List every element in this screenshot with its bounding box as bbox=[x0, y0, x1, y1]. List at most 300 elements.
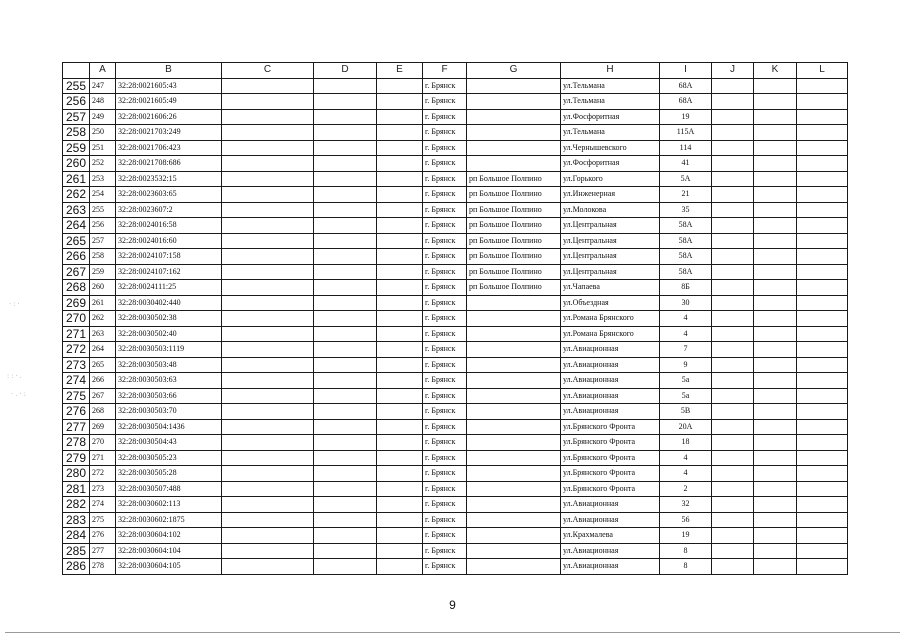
cell-i[interactable]: 5А bbox=[660, 171, 712, 187]
cell-l[interactable] bbox=[797, 481, 848, 497]
cell-f[interactable]: г. Брянск bbox=[423, 435, 467, 451]
cell-c[interactable] bbox=[222, 187, 314, 203]
cell-j[interactable] bbox=[712, 233, 754, 249]
cell-k[interactable] bbox=[754, 156, 797, 172]
column-header-l[interactable]: L bbox=[797, 63, 848, 79]
cell-l[interactable] bbox=[797, 543, 848, 559]
cell-i[interactable]: 32 bbox=[660, 497, 712, 513]
cell-k[interactable] bbox=[754, 559, 797, 575]
cell-i[interactable]: 21 bbox=[660, 187, 712, 203]
cell-g[interactable] bbox=[467, 543, 561, 559]
cell-d[interactable] bbox=[314, 233, 377, 249]
cell-f[interactable]: г. Брянск bbox=[423, 497, 467, 513]
cell-b[interactable]: 32:28:0030505:28 bbox=[116, 466, 222, 482]
cell-c[interactable] bbox=[222, 280, 314, 296]
cell-k[interactable] bbox=[754, 311, 797, 327]
cell-j[interactable] bbox=[712, 94, 754, 110]
column-header-g[interactable]: G bbox=[467, 63, 561, 79]
cell-k[interactable] bbox=[754, 187, 797, 203]
row-number[interactable]: 258 bbox=[63, 125, 90, 141]
cell-g[interactable]: рп Большое Полпино bbox=[467, 187, 561, 203]
cell-b[interactable]: 32:28:0030504:43 bbox=[116, 435, 222, 451]
cell-b[interactable]: 32:28:0030602:1875 bbox=[116, 512, 222, 528]
cell-l[interactable] bbox=[797, 342, 848, 358]
cell-h[interactable]: ул.Горького bbox=[561, 171, 660, 187]
row-number[interactable]: 282 bbox=[63, 497, 90, 513]
cell-g[interactable] bbox=[467, 497, 561, 513]
cell-g[interactable]: рп Большое Полпино bbox=[467, 233, 561, 249]
cell-j[interactable] bbox=[712, 187, 754, 203]
cell-l[interactable] bbox=[797, 512, 848, 528]
cell-j[interactable] bbox=[712, 218, 754, 234]
cell-g[interactable] bbox=[467, 109, 561, 125]
cell-j[interactable] bbox=[712, 450, 754, 466]
cell-f[interactable]: г. Брянск bbox=[423, 171, 467, 187]
cell-b[interactable]: 32:28:0030507:488 bbox=[116, 481, 222, 497]
cell-g[interactable]: рп Большое Полпино bbox=[467, 249, 561, 265]
cell-e[interactable] bbox=[377, 528, 423, 544]
cell-h[interactable]: ул.Центральная bbox=[561, 233, 660, 249]
cell-j[interactable] bbox=[712, 419, 754, 435]
cell-k[interactable] bbox=[754, 373, 797, 389]
cell-k[interactable] bbox=[754, 357, 797, 373]
row-number[interactable]: 266 bbox=[63, 249, 90, 265]
cell-l[interactable] bbox=[797, 326, 848, 342]
row-number[interactable]: 280 bbox=[63, 466, 90, 482]
cell-l[interactable] bbox=[797, 125, 848, 141]
cell-e[interactable] bbox=[377, 450, 423, 466]
cell-f[interactable]: г. Брянск bbox=[423, 373, 467, 389]
cell-l[interactable] bbox=[797, 78, 848, 94]
cell-h[interactable]: ул.Тельмана bbox=[561, 125, 660, 141]
cell-d[interactable] bbox=[314, 466, 377, 482]
cell-k[interactable] bbox=[754, 512, 797, 528]
cell-f[interactable]: г. Брянск bbox=[423, 404, 467, 420]
cell-b[interactable]: 32:28:0030604:105 bbox=[116, 559, 222, 575]
cell-c[interactable] bbox=[222, 264, 314, 280]
cell-h[interactable]: ул.Молокова bbox=[561, 202, 660, 218]
cell-c[interactable] bbox=[222, 419, 314, 435]
cell-j[interactable] bbox=[712, 78, 754, 94]
cell-l[interactable] bbox=[797, 109, 848, 125]
cell-h[interactable]: ул.Фосфоритная bbox=[561, 109, 660, 125]
cell-k[interactable] bbox=[754, 543, 797, 559]
cell-g[interactable]: рп Большое Полпино bbox=[467, 218, 561, 234]
row-number[interactable]: 271 bbox=[63, 326, 90, 342]
cell-i[interactable]: 7 bbox=[660, 342, 712, 358]
cell-b[interactable]: 32:28:0021605:43 bbox=[116, 78, 222, 94]
cell-k[interactable] bbox=[754, 125, 797, 141]
cell-g[interactable] bbox=[467, 342, 561, 358]
row-number[interactable]: 259 bbox=[63, 140, 90, 156]
cell-i[interactable]: 41 bbox=[660, 156, 712, 172]
cell-k[interactable] bbox=[754, 435, 797, 451]
column-header-i[interactable]: I bbox=[660, 63, 712, 79]
cell-f[interactable]: г. Брянск bbox=[423, 388, 467, 404]
cell-c[interactable] bbox=[222, 512, 314, 528]
cell-c[interactable] bbox=[222, 481, 314, 497]
row-number[interactable]: 268 bbox=[63, 280, 90, 296]
cell-c[interactable] bbox=[222, 528, 314, 544]
cell-g[interactable] bbox=[467, 357, 561, 373]
cell-f[interactable]: г. Брянск bbox=[423, 342, 467, 358]
cell-h[interactable]: ул.Инженерная bbox=[561, 187, 660, 203]
cell-c[interactable] bbox=[222, 156, 314, 172]
cell-c[interactable] bbox=[222, 295, 314, 311]
cell-e[interactable] bbox=[377, 404, 423, 420]
cell-i[interactable]: 58А bbox=[660, 249, 712, 265]
cell-i[interactable]: 2 bbox=[660, 481, 712, 497]
cell-i[interactable]: 18 bbox=[660, 435, 712, 451]
cell-b[interactable]: 32:28:0030503:1119 bbox=[116, 342, 222, 358]
cell-d[interactable] bbox=[314, 140, 377, 156]
cell-a[interactable]: 271 bbox=[90, 450, 116, 466]
cell-a[interactable]: 274 bbox=[90, 497, 116, 513]
column-header-c[interactable]: C bbox=[222, 63, 314, 79]
cell-h[interactable]: ул.Брянского Фронта bbox=[561, 481, 660, 497]
cell-h[interactable]: ул.Чапаева bbox=[561, 280, 660, 296]
cell-g[interactable] bbox=[467, 326, 561, 342]
cell-j[interactable] bbox=[712, 171, 754, 187]
cell-d[interactable] bbox=[314, 249, 377, 265]
cell-b[interactable]: 32:28:0024016:60 bbox=[116, 233, 222, 249]
cell-i[interactable]: 58А bbox=[660, 218, 712, 234]
cell-d[interactable] bbox=[314, 435, 377, 451]
column-header-f[interactable]: F bbox=[423, 63, 467, 79]
cell-i[interactable]: 58А bbox=[660, 233, 712, 249]
cell-g[interactable] bbox=[467, 435, 561, 451]
row-number[interactable]: 278 bbox=[63, 435, 90, 451]
cell-a[interactable]: 270 bbox=[90, 435, 116, 451]
row-number[interactable]: 255 bbox=[63, 78, 90, 94]
cell-e[interactable] bbox=[377, 559, 423, 575]
cell-a[interactable]: 263 bbox=[90, 326, 116, 342]
row-number[interactable]: 274 bbox=[63, 373, 90, 389]
cell-f[interactable]: г. Брянск bbox=[423, 357, 467, 373]
cell-j[interactable] bbox=[712, 342, 754, 358]
row-number[interactable]: 267 bbox=[63, 264, 90, 280]
row-number[interactable]: 285 bbox=[63, 543, 90, 559]
row-number[interactable]: 269 bbox=[63, 295, 90, 311]
cell-b[interactable]: 32:28:0030502:38 bbox=[116, 311, 222, 327]
cell-f[interactable]: г. Брянск bbox=[423, 512, 467, 528]
cell-f[interactable]: г. Брянск bbox=[423, 326, 467, 342]
cell-g[interactable] bbox=[467, 94, 561, 110]
cell-l[interactable] bbox=[797, 357, 848, 373]
cell-e[interactable] bbox=[377, 171, 423, 187]
cell-i[interactable]: 8 bbox=[660, 559, 712, 575]
cell-h[interactable]: ул.Авиационная bbox=[561, 357, 660, 373]
cell-c[interactable] bbox=[222, 559, 314, 575]
cell-f[interactable]: г. Брянск bbox=[423, 528, 467, 544]
cell-c[interactable] bbox=[222, 450, 314, 466]
cell-f[interactable]: г. Брянск bbox=[423, 218, 467, 234]
cell-i[interactable]: 5В bbox=[660, 404, 712, 420]
cell-e[interactable] bbox=[377, 435, 423, 451]
cell-b[interactable]: 32:28:0023607:2 bbox=[116, 202, 222, 218]
cell-k[interactable] bbox=[754, 94, 797, 110]
cell-l[interactable] bbox=[797, 140, 848, 156]
cell-d[interactable] bbox=[314, 280, 377, 296]
cell-h[interactable]: ул.Авиационная bbox=[561, 497, 660, 513]
cell-i[interactable]: 30 bbox=[660, 295, 712, 311]
cell-b[interactable]: 32:28:0021706:423 bbox=[116, 140, 222, 156]
cell-h[interactable]: ул.Центральная bbox=[561, 264, 660, 280]
cell-c[interactable] bbox=[222, 125, 314, 141]
cell-a[interactable]: 255 bbox=[90, 202, 116, 218]
cell-g[interactable] bbox=[467, 419, 561, 435]
cell-i[interactable]: 35 bbox=[660, 202, 712, 218]
cell-g[interactable] bbox=[467, 78, 561, 94]
cell-a[interactable]: 264 bbox=[90, 342, 116, 358]
cell-k[interactable] bbox=[754, 249, 797, 265]
cell-j[interactable] bbox=[712, 481, 754, 497]
cell-g[interactable] bbox=[467, 404, 561, 420]
cell-i[interactable]: 4 bbox=[660, 450, 712, 466]
cell-d[interactable] bbox=[314, 342, 377, 358]
cell-d[interactable] bbox=[314, 419, 377, 435]
cell-d[interactable] bbox=[314, 481, 377, 497]
cell-i[interactable]: 19 bbox=[660, 528, 712, 544]
cell-d[interactable] bbox=[314, 404, 377, 420]
cell-c[interactable] bbox=[222, 326, 314, 342]
cell-e[interactable] bbox=[377, 512, 423, 528]
cell-e[interactable] bbox=[377, 311, 423, 327]
cell-h[interactable]: ул.Брянского Фронта bbox=[561, 419, 660, 435]
cell-f[interactable]: г. Брянск bbox=[423, 466, 467, 482]
cell-b[interactable]: 32:28:0030402:440 bbox=[116, 295, 222, 311]
cell-i[interactable]: 5а bbox=[660, 388, 712, 404]
cell-i[interactable]: 58А bbox=[660, 264, 712, 280]
cell-a[interactable]: 277 bbox=[90, 543, 116, 559]
cell-d[interactable] bbox=[314, 543, 377, 559]
cell-g[interactable] bbox=[467, 156, 561, 172]
cell-j[interactable] bbox=[712, 125, 754, 141]
cell-a[interactable]: 248 bbox=[90, 94, 116, 110]
column-header-a[interactable]: A bbox=[90, 63, 116, 79]
cell-k[interactable] bbox=[754, 481, 797, 497]
cell-e[interactable] bbox=[377, 218, 423, 234]
cell-a[interactable]: 262 bbox=[90, 311, 116, 327]
cell-j[interactable] bbox=[712, 156, 754, 172]
cell-h[interactable]: ул.Объездная bbox=[561, 295, 660, 311]
cell-h[interactable]: ул.Центральная bbox=[561, 218, 660, 234]
cell-j[interactable] bbox=[712, 388, 754, 404]
cell-k[interactable] bbox=[754, 140, 797, 156]
cell-f[interactable]: г. Брянск bbox=[423, 450, 467, 466]
cell-a[interactable]: 268 bbox=[90, 404, 116, 420]
cell-i[interactable]: 9 bbox=[660, 357, 712, 373]
cell-d[interactable] bbox=[314, 218, 377, 234]
cell-a[interactable]: 261 bbox=[90, 295, 116, 311]
cell-b[interactable]: 32:28:0024107:162 bbox=[116, 264, 222, 280]
cell-l[interactable] bbox=[797, 497, 848, 513]
cell-h[interactable]: ул.Чернышевского bbox=[561, 140, 660, 156]
cell-g[interactable] bbox=[467, 295, 561, 311]
cell-j[interactable] bbox=[712, 249, 754, 265]
cell-l[interactable] bbox=[797, 218, 848, 234]
cell-a[interactable]: 256 bbox=[90, 218, 116, 234]
cell-j[interactable] bbox=[712, 559, 754, 575]
cell-i[interactable]: 5а bbox=[660, 373, 712, 389]
cell-b[interactable]: 32:28:0030504:1436 bbox=[116, 419, 222, 435]
cell-c[interactable] bbox=[222, 109, 314, 125]
cell-l[interactable] bbox=[797, 187, 848, 203]
cell-c[interactable] bbox=[222, 140, 314, 156]
cell-h[interactable]: ул.Фосфоритная bbox=[561, 156, 660, 172]
cell-c[interactable] bbox=[222, 357, 314, 373]
cell-k[interactable] bbox=[754, 171, 797, 187]
cell-k[interactable] bbox=[754, 388, 797, 404]
cell-g[interactable] bbox=[467, 481, 561, 497]
cell-b[interactable]: 32:28:0030503:63 bbox=[116, 373, 222, 389]
cell-e[interactable] bbox=[377, 264, 423, 280]
cell-i[interactable]: 115А bbox=[660, 125, 712, 141]
cell-d[interactable] bbox=[314, 357, 377, 373]
cell-l[interactable] bbox=[797, 404, 848, 420]
cell-h[interactable]: ул.Тельмана bbox=[561, 78, 660, 94]
cell-e[interactable] bbox=[377, 187, 423, 203]
cell-g[interactable] bbox=[467, 559, 561, 575]
cell-b[interactable]: 32:28:0030502:40 bbox=[116, 326, 222, 342]
cell-d[interactable] bbox=[314, 125, 377, 141]
cell-e[interactable] bbox=[377, 295, 423, 311]
cell-k[interactable] bbox=[754, 295, 797, 311]
column-header-d[interactable]: D bbox=[314, 63, 377, 79]
cell-k[interactable] bbox=[754, 109, 797, 125]
row-number[interactable]: 273 bbox=[63, 357, 90, 373]
row-number[interactable]: 286 bbox=[63, 559, 90, 575]
cell-d[interactable] bbox=[314, 497, 377, 513]
cell-k[interactable] bbox=[754, 264, 797, 280]
cell-b[interactable]: 32:28:0030503:70 bbox=[116, 404, 222, 420]
cell-a[interactable]: 251 bbox=[90, 140, 116, 156]
cell-e[interactable] bbox=[377, 481, 423, 497]
cell-f[interactable]: г. Брянск bbox=[423, 125, 467, 141]
cell-b[interactable]: 32:28:0030604:104 bbox=[116, 543, 222, 559]
cell-c[interactable] bbox=[222, 373, 314, 389]
cell-k[interactable] bbox=[754, 404, 797, 420]
cell-b[interactable]: 32:28:0030503:48 bbox=[116, 357, 222, 373]
cell-g[interactable] bbox=[467, 450, 561, 466]
cell-d[interactable] bbox=[314, 450, 377, 466]
column-header-k[interactable]: K bbox=[754, 63, 797, 79]
cell-f[interactable]: г. Брянск bbox=[423, 202, 467, 218]
cell-l[interactable] bbox=[797, 373, 848, 389]
cell-a[interactable]: 276 bbox=[90, 528, 116, 544]
cell-c[interactable] bbox=[222, 497, 314, 513]
cell-d[interactable] bbox=[314, 326, 377, 342]
cell-f[interactable]: г. Брянск bbox=[423, 78, 467, 94]
cell-l[interactable] bbox=[797, 466, 848, 482]
cell-e[interactable] bbox=[377, 94, 423, 110]
cell-d[interactable] bbox=[314, 311, 377, 327]
cell-i[interactable]: 20А bbox=[660, 419, 712, 435]
cell-a[interactable]: 266 bbox=[90, 373, 116, 389]
cell-k[interactable] bbox=[754, 466, 797, 482]
cell-l[interactable] bbox=[797, 295, 848, 311]
row-number[interactable]: 265 bbox=[63, 233, 90, 249]
cell-g[interactable] bbox=[467, 466, 561, 482]
cell-k[interactable] bbox=[754, 280, 797, 296]
cell-h[interactable]: ул.Авиационная bbox=[561, 559, 660, 575]
cell-b[interactable]: 32:28:0030505:23 bbox=[116, 450, 222, 466]
cell-i[interactable]: 4 bbox=[660, 466, 712, 482]
row-number[interactable]: 262 bbox=[63, 187, 90, 203]
cell-i[interactable]: 114 bbox=[660, 140, 712, 156]
cell-j[interactable] bbox=[712, 326, 754, 342]
cell-b[interactable]: 32:28:0021703:249 bbox=[116, 125, 222, 141]
cell-k[interactable] bbox=[754, 78, 797, 94]
cell-l[interactable] bbox=[797, 450, 848, 466]
cell-l[interactable] bbox=[797, 156, 848, 172]
cell-g[interactable] bbox=[467, 512, 561, 528]
cell-f[interactable]: г. Брянск bbox=[423, 295, 467, 311]
cell-j[interactable] bbox=[712, 543, 754, 559]
cell-g[interactable] bbox=[467, 140, 561, 156]
cell-h[interactable]: ул.Авиационная bbox=[561, 388, 660, 404]
cell-c[interactable] bbox=[222, 388, 314, 404]
cell-e[interactable] bbox=[377, 388, 423, 404]
cell-e[interactable] bbox=[377, 342, 423, 358]
cell-b[interactable]: 32:28:0030604:102 bbox=[116, 528, 222, 544]
cell-e[interactable] bbox=[377, 543, 423, 559]
cell-e[interactable] bbox=[377, 125, 423, 141]
cell-g[interactable]: рп Большое Полпино bbox=[467, 202, 561, 218]
cell-c[interactable] bbox=[222, 435, 314, 451]
cell-a[interactable]: 249 bbox=[90, 109, 116, 125]
cell-l[interactable] bbox=[797, 311, 848, 327]
cell-f[interactable]: г. Брянск bbox=[423, 543, 467, 559]
cell-d[interactable] bbox=[314, 559, 377, 575]
row-number[interactable]: 272 bbox=[63, 342, 90, 358]
cell-l[interactable] bbox=[797, 388, 848, 404]
cell-g[interactable] bbox=[467, 125, 561, 141]
cell-k[interactable] bbox=[754, 419, 797, 435]
cell-c[interactable] bbox=[222, 94, 314, 110]
cell-j[interactable] bbox=[712, 109, 754, 125]
row-number[interactable]: 275 bbox=[63, 388, 90, 404]
cell-c[interactable] bbox=[222, 78, 314, 94]
cell-b[interactable]: 32:28:0024111:25 bbox=[116, 280, 222, 296]
cell-f[interactable]: г. Брянск bbox=[423, 187, 467, 203]
cell-k[interactable] bbox=[754, 528, 797, 544]
cell-a[interactable]: 267 bbox=[90, 388, 116, 404]
cell-j[interactable] bbox=[712, 264, 754, 280]
row-number[interactable]: 264 bbox=[63, 218, 90, 234]
cell-b[interactable]: 32:28:0023532:15 bbox=[116, 171, 222, 187]
cell-d[interactable] bbox=[314, 388, 377, 404]
cell-f[interactable]: г. Брянск bbox=[423, 280, 467, 296]
cell-h[interactable]: ул.Авиационная bbox=[561, 512, 660, 528]
cell-c[interactable] bbox=[222, 342, 314, 358]
cell-d[interactable] bbox=[314, 264, 377, 280]
cell-h[interactable]: ул.Тельмана bbox=[561, 94, 660, 110]
cell-a[interactable]: 258 bbox=[90, 249, 116, 265]
cell-a[interactable]: 257 bbox=[90, 233, 116, 249]
cell-g[interactable]: рп Большое Полпино bbox=[467, 171, 561, 187]
row-number[interactable]: 279 bbox=[63, 450, 90, 466]
cell-c[interactable] bbox=[222, 249, 314, 265]
cell-g[interactable]: рп Большое Полпино bbox=[467, 264, 561, 280]
cell-f[interactable]: г. Брянск bbox=[423, 264, 467, 280]
cell-e[interactable] bbox=[377, 466, 423, 482]
cell-l[interactable] bbox=[797, 528, 848, 544]
cell-a[interactable]: 260 bbox=[90, 280, 116, 296]
cell-l[interactable] bbox=[797, 280, 848, 296]
cell-b[interactable]: 32:28:0024107:158 bbox=[116, 249, 222, 265]
cell-e[interactable] bbox=[377, 326, 423, 342]
